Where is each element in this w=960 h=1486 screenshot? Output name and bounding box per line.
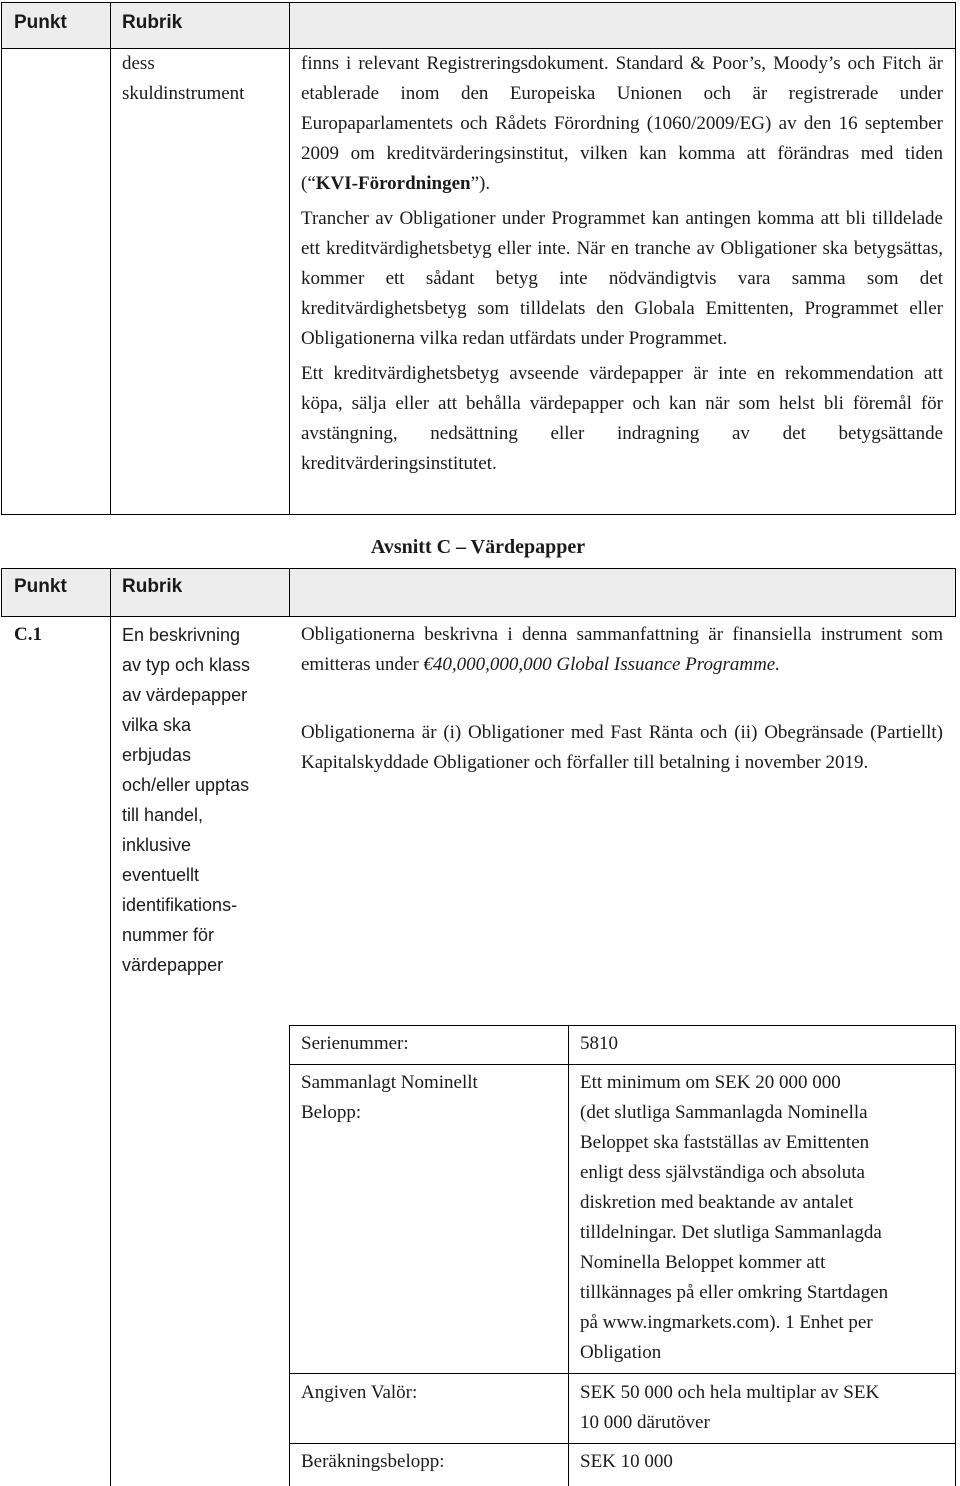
table-2-header-rubrik: Rubrik [122,576,183,597]
nominellt-belopp-value [580,1068,950,1368]
table-1-header-rubrik: Rubrik [122,12,183,33]
value-line: Nominella Beloppet kommer att [580,1252,826,1273]
rubrik-line: En beskrivning [122,625,241,645]
programme-name: €40,000,000,000 Global Issuance Programme. [423,654,780,675]
rubrik-line: och/eller upptas [122,775,250,795]
obligation-type-paragraph: Obligationerna är (i) Obligationer med Fast Ränta och (ii) Obegränsade (Partiellt) Kapitalskyddade Obligationer och förfaller till betalning i november 2019. [301,722,943,773]
table-1-rubrik-cell [122,49,282,109]
paragraph-text: Obligationerna beskrivna i denna sammanfattning är finansiella instrument som emitteras under [301,624,943,675]
berakningsbelopp-value: SEK 10 000 [580,1451,673,1472]
rubrik-line: erbjudas [122,745,192,765]
rating-agencies-paragraph [301,49,943,199]
table-1-header-punkt: Punkt [14,12,67,33]
section-title: Avsnitt C – Värdepapper [370,536,586,558]
value-line: 10 000 därutöver [580,1412,710,1433]
rubrik-line: identifikations- [122,895,238,915]
value-line: diskretion med beaktande av antalet [580,1192,854,1213]
rubrik-line: eventuellt [122,865,200,885]
value-line: enligt dess självständiga och absoluta [580,1162,865,1183]
rubrik-line: till handel, [122,805,204,825]
table-1-content-cell [301,49,943,479]
paragraph-text: finns i relevant Registreringsdokument. Standard & Poor’s, Moody’s och Fitch är etablerade inom den Europeiska Unionen och är registrerade under Europaparlamentets och Rådets Förordning (1060/2009/EG) av den 16 september 2009 om kreditvärderingsinstitut, vilken kan komma att förändras med tiden (“ [301,53,943,194]
paragraph-text: ”). [470,173,491,194]
table-2-header-punkt: Punkt [14,576,67,597]
serienummer-value: 5810 [580,1033,618,1054]
angiven-valor-label: Angiven Valör: [301,1382,418,1403]
rubrik-line: dess [122,53,155,74]
c1-rubrik-cell [122,620,292,980]
rubrik-line: av värdepapper [122,685,248,705]
rubrik-line: värdepapper [122,955,224,975]
rubrik-line: nummer för [122,925,215,945]
rubrik-line: av typ och klass [122,655,251,675]
value-line: Ett minimum om SEK 20 000 000 [580,1072,841,1093]
rating-disclaimer-paragraph: Ett kreditvärdighetsbetyg avseende värdepapper är inte en rekommendation att köpa, sälja eller att behålla värdepapper och kan när som helst bli föremål för avstängning, nedsättning eller indragning av det betygsättande kreditvärderingsinstitutet. [301,363,943,474]
instrument-paragraph [301,620,943,680]
rubrik-line: vilka ska [122,715,192,735]
value-line: Obligation [580,1342,662,1363]
value-line: SEK 50 000 och hela multiplar av SEK [580,1382,880,1403]
c1-content-cell [301,620,943,778]
rubrik-line: inklusive [122,835,192,855]
defined-term: KVI-Förordningen [315,173,471,194]
tranche-rating-paragraph: Trancher av Obligationer under Programmet kan antingen komma att bli tilldelade ett kreditvärdighetsbetyg eller inte. När en tranche av Obligationer ska betygsättas, kommer ett sådant betyg inte nödvändigtvis vara samma som det kreditvärdighetsbetyg som tilldelats den Globala Emittenten, Programmet eller Obligationerna vilka redan utfärdats under Programmet. [301,208,943,349]
value-line: tilldelningar. Det slutliga Sammanlagda [580,1222,882,1243]
value-line: på www.ingmarkets.com). 1 Enhet per [580,1312,873,1333]
angiven-valor-value [580,1378,950,1438]
value-line: (det slutliga Sammanlagda Nominella [580,1102,868,1123]
value-line: Beloppet ska fastställas av Emittenten [580,1132,870,1153]
nominellt-belopp-label [301,1068,561,1128]
berakningsbelopp-label: Beräkningsbelopp: [301,1451,445,1472]
label-line: Sammanlagt Nominellt [301,1072,478,1093]
value-line: tillkännages på eller omkring Startdagen [580,1282,889,1303]
rubrik-line: skuldinstrument [122,83,245,104]
label-line: Belopp: [301,1102,362,1123]
c1-punkt: C.1 [14,624,42,645]
serienummer-label: Serienummer: [301,1033,409,1054]
